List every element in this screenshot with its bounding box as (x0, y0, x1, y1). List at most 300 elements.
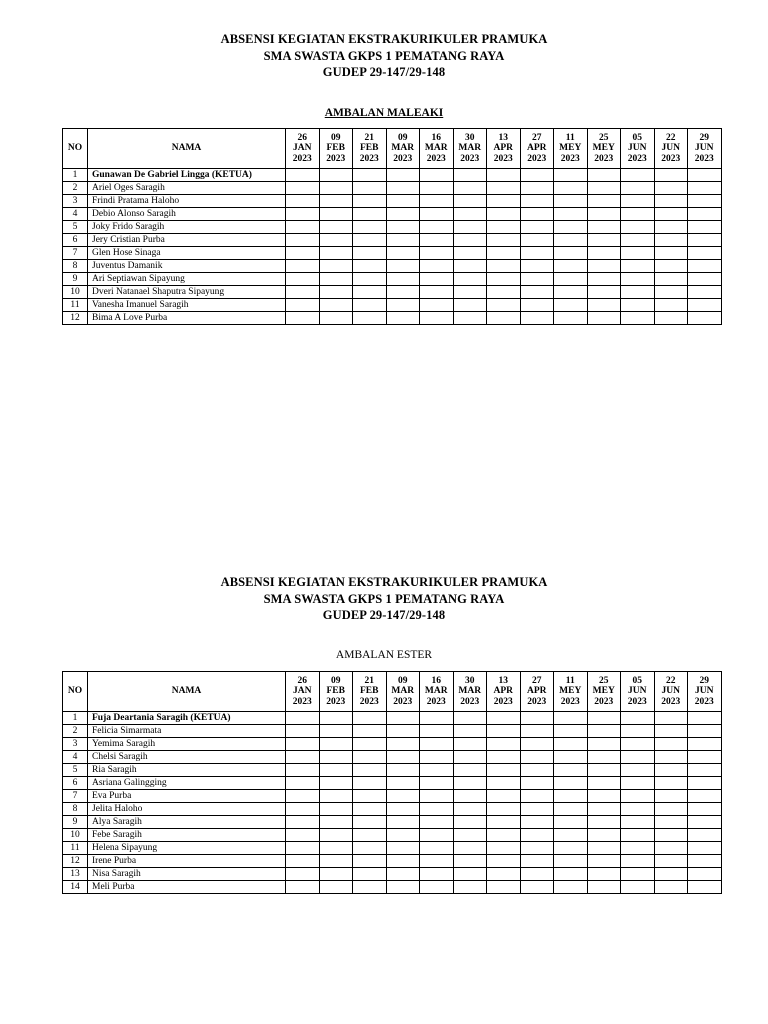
attendance-cell[interactable] (353, 725, 387, 738)
attendance-cell[interactable] (286, 234, 320, 247)
attendance-cell[interactable] (654, 221, 688, 234)
attendance-cell[interactable] (386, 725, 420, 738)
attendance-cell[interactable] (621, 764, 655, 777)
attendance-cell[interactable] (587, 247, 621, 260)
attendance-cell[interactable] (621, 260, 655, 273)
attendance-cell[interactable] (386, 868, 420, 881)
attendance-cell[interactable] (688, 712, 722, 725)
attendance-cell[interactable] (319, 803, 353, 816)
attendance-cell[interactable] (319, 286, 353, 299)
attendance-cell[interactable] (520, 751, 554, 764)
attendance-cell[interactable] (453, 195, 487, 208)
attendance-cell[interactable] (621, 725, 655, 738)
attendance-cell[interactable] (453, 855, 487, 868)
attendance-cell[interactable] (654, 764, 688, 777)
attendance-cell[interactable] (487, 725, 521, 738)
attendance-cell[interactable] (453, 221, 487, 234)
attendance-cell[interactable] (453, 881, 487, 894)
attendance-cell[interactable] (487, 247, 521, 260)
attendance-cell[interactable] (487, 790, 521, 803)
attendance-cell[interactable] (353, 790, 387, 803)
attendance-cell[interactable] (386, 182, 420, 195)
attendance-cell[interactable] (688, 221, 722, 234)
attendance-cell[interactable] (487, 169, 521, 182)
attendance-cell[interactable] (688, 751, 722, 764)
attendance-cell[interactable] (487, 234, 521, 247)
attendance-cell[interactable] (621, 777, 655, 790)
attendance-cell[interactable] (554, 169, 588, 182)
attendance-cell[interactable] (319, 299, 353, 312)
attendance-cell[interactable] (654, 816, 688, 829)
attendance-cell[interactable] (520, 764, 554, 777)
attendance-cell[interactable] (554, 738, 588, 751)
attendance-cell[interactable] (587, 829, 621, 842)
attendance-cell[interactable] (319, 273, 353, 286)
attendance-cell[interactable] (587, 842, 621, 855)
attendance-cell[interactable] (386, 208, 420, 221)
attendance-cell[interactable] (319, 829, 353, 842)
attendance-cell[interactable] (286, 182, 320, 195)
attendance-cell[interactable] (453, 868, 487, 881)
attendance-cell[interactable] (621, 738, 655, 751)
attendance-cell[interactable] (554, 273, 588, 286)
attendance-cell[interactable] (453, 725, 487, 738)
attendance-cell[interactable] (420, 751, 454, 764)
attendance-cell[interactable] (386, 829, 420, 842)
attendance-cell[interactable] (420, 221, 454, 234)
attendance-cell[interactable] (688, 234, 722, 247)
attendance-cell[interactable] (453, 829, 487, 842)
attendance-cell[interactable] (420, 881, 454, 894)
attendance-cell[interactable] (654, 777, 688, 790)
attendance-cell[interactable] (353, 273, 387, 286)
attendance-cell[interactable] (386, 195, 420, 208)
attendance-cell[interactable] (453, 286, 487, 299)
attendance-cell[interactable] (420, 790, 454, 803)
attendance-cell[interactable] (688, 764, 722, 777)
attendance-cell[interactable] (487, 712, 521, 725)
attendance-cell[interactable] (319, 777, 353, 790)
attendance-cell[interactable] (420, 829, 454, 842)
attendance-cell[interactable] (554, 881, 588, 894)
attendance-cell[interactable] (688, 790, 722, 803)
attendance-cell[interactable] (453, 751, 487, 764)
attendance-cell[interactable] (520, 208, 554, 221)
attendance-cell[interactable] (554, 829, 588, 842)
attendance-cell[interactable] (319, 169, 353, 182)
attendance-cell[interactable] (286, 803, 320, 816)
attendance-cell[interactable] (587, 712, 621, 725)
attendance-cell[interactable] (554, 234, 588, 247)
attendance-cell[interactable] (554, 221, 588, 234)
attendance-cell[interactable] (621, 751, 655, 764)
attendance-cell[interactable] (587, 816, 621, 829)
attendance-cell[interactable] (453, 738, 487, 751)
attendance-cell[interactable] (554, 182, 588, 195)
attendance-cell[interactable] (453, 260, 487, 273)
attendance-cell[interactable] (487, 299, 521, 312)
attendance-cell[interactable] (487, 842, 521, 855)
attendance-cell[interactable] (487, 195, 521, 208)
attendance-cell[interactable] (587, 286, 621, 299)
attendance-cell[interactable] (319, 790, 353, 803)
attendance-cell[interactable] (453, 312, 487, 325)
attendance-cell[interactable] (286, 208, 320, 221)
attendance-cell[interactable] (319, 234, 353, 247)
attendance-cell[interactable] (353, 868, 387, 881)
attendance-cell[interactable] (554, 712, 588, 725)
attendance-cell[interactable] (654, 208, 688, 221)
attendance-cell[interactable] (554, 725, 588, 738)
attendance-cell[interactable] (487, 868, 521, 881)
attendance-cell[interactable] (286, 842, 320, 855)
attendance-cell[interactable] (286, 247, 320, 260)
attendance-cell[interactable] (587, 234, 621, 247)
attendance-cell[interactable] (520, 169, 554, 182)
attendance-cell[interactable] (453, 169, 487, 182)
attendance-cell[interactable] (286, 751, 320, 764)
attendance-cell[interactable] (621, 803, 655, 816)
attendance-cell[interactable] (587, 195, 621, 208)
attendance-cell[interactable] (319, 182, 353, 195)
attendance-cell[interactable] (688, 208, 722, 221)
attendance-cell[interactable] (587, 868, 621, 881)
attendance-cell[interactable] (688, 273, 722, 286)
attendance-cell[interactable] (386, 790, 420, 803)
attendance-cell[interactable] (453, 764, 487, 777)
attendance-cell[interactable] (621, 881, 655, 894)
attendance-cell[interactable] (520, 803, 554, 816)
attendance-cell[interactable] (420, 286, 454, 299)
attendance-cell[interactable] (654, 169, 688, 182)
attendance-cell[interactable] (654, 260, 688, 273)
attendance-cell[interactable] (319, 751, 353, 764)
attendance-cell[interactable] (487, 829, 521, 842)
attendance-cell[interactable] (554, 299, 588, 312)
attendance-cell[interactable] (621, 816, 655, 829)
attendance-cell[interactable] (621, 868, 655, 881)
attendance-cell[interactable] (319, 221, 353, 234)
attendance-cell[interactable] (353, 260, 387, 273)
attendance-cell[interactable] (420, 299, 454, 312)
attendance-cell[interactable] (587, 790, 621, 803)
attendance-cell[interactable] (621, 829, 655, 842)
attendance-cell[interactable] (520, 816, 554, 829)
attendance-cell[interactable] (654, 182, 688, 195)
attendance-cell[interactable] (688, 286, 722, 299)
attendance-cell[interactable] (420, 169, 454, 182)
attendance-cell[interactable] (688, 169, 722, 182)
attendance-cell[interactable] (554, 260, 588, 273)
attendance-cell[interactable] (520, 182, 554, 195)
attendance-cell[interactable] (386, 273, 420, 286)
attendance-cell[interactable] (420, 855, 454, 868)
attendance-cell[interactable] (487, 182, 521, 195)
attendance-cell[interactable] (386, 777, 420, 790)
attendance-cell[interactable] (688, 725, 722, 738)
attendance-cell[interactable] (353, 738, 387, 751)
attendance-cell[interactable] (654, 738, 688, 751)
attendance-cell[interactable] (654, 881, 688, 894)
attendance-cell[interactable] (319, 738, 353, 751)
attendance-cell[interactable] (319, 725, 353, 738)
attendance-cell[interactable] (386, 299, 420, 312)
attendance-cell[interactable] (654, 195, 688, 208)
attendance-cell[interactable] (621, 299, 655, 312)
attendance-cell[interactable] (353, 803, 387, 816)
attendance-cell[interactable] (621, 169, 655, 182)
attendance-cell[interactable] (353, 169, 387, 182)
attendance-cell[interactable] (654, 842, 688, 855)
attendance-cell[interactable] (353, 855, 387, 868)
attendance-cell[interactable] (621, 221, 655, 234)
attendance-cell[interactable] (353, 816, 387, 829)
attendance-cell[interactable] (420, 868, 454, 881)
attendance-cell[interactable] (420, 725, 454, 738)
attendance-cell[interactable] (353, 234, 387, 247)
attendance-cell[interactable] (654, 286, 688, 299)
attendance-cell[interactable] (554, 764, 588, 777)
attendance-cell[interactable] (487, 286, 521, 299)
attendance-cell[interactable] (386, 712, 420, 725)
attendance-cell[interactable] (520, 842, 554, 855)
attendance-cell[interactable] (420, 234, 454, 247)
attendance-cell[interactable] (621, 842, 655, 855)
attendance-cell[interactable] (520, 738, 554, 751)
attendance-cell[interactable] (487, 260, 521, 273)
attendance-cell[interactable] (420, 764, 454, 777)
attendance-cell[interactable] (420, 842, 454, 855)
attendance-cell[interactable] (453, 712, 487, 725)
attendance-cell[interactable] (554, 312, 588, 325)
attendance-cell[interactable] (621, 712, 655, 725)
attendance-cell[interactable] (453, 842, 487, 855)
attendance-cell[interactable] (319, 312, 353, 325)
attendance-cell[interactable] (554, 803, 588, 816)
attendance-cell[interactable] (520, 260, 554, 273)
attendance-cell[interactable] (587, 764, 621, 777)
attendance-cell[interactable] (420, 195, 454, 208)
attendance-cell[interactable] (487, 221, 521, 234)
attendance-cell[interactable] (621, 286, 655, 299)
attendance-cell[interactable] (554, 855, 588, 868)
attendance-cell[interactable] (453, 234, 487, 247)
attendance-cell[interactable] (353, 208, 387, 221)
attendance-cell[interactable] (386, 286, 420, 299)
attendance-cell[interactable] (286, 816, 320, 829)
attendance-cell[interactable] (319, 842, 353, 855)
attendance-cell[interactable] (587, 260, 621, 273)
attendance-cell[interactable] (654, 273, 688, 286)
attendance-cell[interactable] (286, 881, 320, 894)
attendance-cell[interactable] (587, 738, 621, 751)
attendance-cell[interactable] (353, 195, 387, 208)
attendance-cell[interactable] (654, 312, 688, 325)
attendance-cell[interactable] (587, 881, 621, 894)
attendance-cell[interactable] (554, 286, 588, 299)
attendance-cell[interactable] (453, 299, 487, 312)
attendance-cell[interactable] (621, 247, 655, 260)
attendance-cell[interactable] (520, 790, 554, 803)
attendance-cell[interactable] (688, 195, 722, 208)
attendance-cell[interactable] (621, 855, 655, 868)
attendance-cell[interactable] (554, 247, 588, 260)
attendance-cell[interactable] (420, 273, 454, 286)
attendance-cell[interactable] (286, 855, 320, 868)
attendance-cell[interactable] (353, 777, 387, 790)
attendance-cell[interactable] (386, 842, 420, 855)
attendance-cell[interactable] (487, 764, 521, 777)
attendance-cell[interactable] (286, 725, 320, 738)
attendance-cell[interactable] (286, 286, 320, 299)
attendance-cell[interactable] (319, 208, 353, 221)
attendance-cell[interactable] (688, 868, 722, 881)
attendance-cell[interactable] (554, 208, 588, 221)
attendance-cell[interactable] (453, 273, 487, 286)
attendance-cell[interactable] (688, 738, 722, 751)
attendance-cell[interactable] (386, 234, 420, 247)
attendance-cell[interactable] (520, 725, 554, 738)
attendance-cell[interactable] (453, 182, 487, 195)
attendance-cell[interactable] (688, 299, 722, 312)
attendance-cell[interactable] (554, 195, 588, 208)
attendance-cell[interactable] (520, 299, 554, 312)
attendance-cell[interactable] (386, 312, 420, 325)
attendance-cell[interactable] (688, 247, 722, 260)
attendance-cell[interactable] (353, 312, 387, 325)
attendance-cell[interactable] (587, 182, 621, 195)
attendance-cell[interactable] (587, 725, 621, 738)
attendance-cell[interactable] (286, 221, 320, 234)
attendance-cell[interactable] (386, 816, 420, 829)
attendance-cell[interactable] (386, 738, 420, 751)
attendance-cell[interactable] (487, 803, 521, 816)
attendance-cell[interactable] (487, 777, 521, 790)
attendance-cell[interactable] (487, 738, 521, 751)
attendance-cell[interactable] (520, 777, 554, 790)
attendance-cell[interactable] (554, 842, 588, 855)
attendance-cell[interactable] (554, 790, 588, 803)
attendance-cell[interactable] (688, 881, 722, 894)
attendance-cell[interactable] (286, 312, 320, 325)
attendance-cell[interactable] (621, 790, 655, 803)
attendance-cell[interactable] (520, 712, 554, 725)
attendance-cell[interactable] (621, 195, 655, 208)
attendance-cell[interactable] (286, 738, 320, 751)
attendance-cell[interactable] (587, 751, 621, 764)
attendance-cell[interactable] (286, 764, 320, 777)
attendance-cell[interactable] (520, 234, 554, 247)
attendance-cell[interactable] (520, 286, 554, 299)
attendance-cell[interactable] (587, 299, 621, 312)
attendance-cell[interactable] (453, 777, 487, 790)
attendance-cell[interactable] (319, 247, 353, 260)
attendance-cell[interactable] (520, 881, 554, 894)
attendance-cell[interactable] (286, 260, 320, 273)
attendance-cell[interactable] (688, 829, 722, 842)
attendance-cell[interactable] (688, 260, 722, 273)
attendance-cell[interactable] (587, 855, 621, 868)
attendance-cell[interactable] (386, 247, 420, 260)
attendance-cell[interactable] (420, 712, 454, 725)
attendance-cell[interactable] (420, 208, 454, 221)
attendance-cell[interactable] (654, 829, 688, 842)
attendance-cell[interactable] (353, 221, 387, 234)
attendance-cell[interactable] (688, 182, 722, 195)
attendance-cell[interactable] (587, 221, 621, 234)
attendance-cell[interactable] (386, 855, 420, 868)
attendance-cell[interactable] (520, 312, 554, 325)
attendance-cell[interactable] (587, 169, 621, 182)
attendance-cell[interactable] (688, 816, 722, 829)
attendance-cell[interactable] (420, 182, 454, 195)
attendance-cell[interactable] (286, 299, 320, 312)
attendance-cell[interactable] (654, 803, 688, 816)
attendance-cell[interactable] (587, 803, 621, 816)
attendance-cell[interactable] (587, 312, 621, 325)
attendance-cell[interactable] (286, 195, 320, 208)
attendance-cell[interactable] (386, 751, 420, 764)
attendance-cell[interactable] (420, 777, 454, 790)
attendance-cell[interactable] (420, 803, 454, 816)
attendance-cell[interactable] (688, 803, 722, 816)
attendance-cell[interactable] (520, 855, 554, 868)
attendance-cell[interactable] (353, 764, 387, 777)
attendance-cell[interactable] (654, 712, 688, 725)
attendance-cell[interactable] (420, 312, 454, 325)
attendance-cell[interactable] (654, 855, 688, 868)
attendance-cell[interactable] (286, 169, 320, 182)
attendance-cell[interactable] (688, 312, 722, 325)
attendance-cell[interactable] (286, 829, 320, 842)
attendance-cell[interactable] (319, 868, 353, 881)
attendance-cell[interactable] (554, 777, 588, 790)
attendance-cell[interactable] (688, 855, 722, 868)
attendance-cell[interactable] (554, 751, 588, 764)
attendance-cell[interactable] (286, 712, 320, 725)
attendance-cell[interactable] (319, 764, 353, 777)
attendance-cell[interactable] (386, 803, 420, 816)
attendance-cell[interactable] (621, 273, 655, 286)
attendance-cell[interactable] (353, 286, 387, 299)
attendance-cell[interactable] (688, 842, 722, 855)
attendance-cell[interactable] (520, 868, 554, 881)
attendance-cell[interactable] (688, 777, 722, 790)
attendance-cell[interactable] (487, 751, 521, 764)
attendance-cell[interactable] (286, 273, 320, 286)
attendance-cell[interactable] (420, 247, 454, 260)
attendance-cell[interactable] (386, 764, 420, 777)
attendance-cell[interactable] (453, 247, 487, 260)
attendance-cell[interactable] (353, 842, 387, 855)
attendance-cell[interactable] (386, 169, 420, 182)
attendance-cell[interactable] (453, 208, 487, 221)
attendance-cell[interactable] (420, 738, 454, 751)
attendance-cell[interactable] (319, 260, 353, 273)
attendance-cell[interactable] (319, 881, 353, 894)
attendance-cell[interactable] (654, 751, 688, 764)
attendance-cell[interactable] (487, 312, 521, 325)
attendance-cell[interactable] (420, 260, 454, 273)
attendance-cell[interactable] (420, 816, 454, 829)
attendance-cell[interactable] (654, 299, 688, 312)
attendance-cell[interactable] (353, 829, 387, 842)
attendance-cell[interactable] (621, 208, 655, 221)
attendance-cell[interactable] (353, 751, 387, 764)
attendance-cell[interactable] (520, 195, 554, 208)
attendance-cell[interactable] (554, 816, 588, 829)
attendance-cell[interactable] (487, 855, 521, 868)
